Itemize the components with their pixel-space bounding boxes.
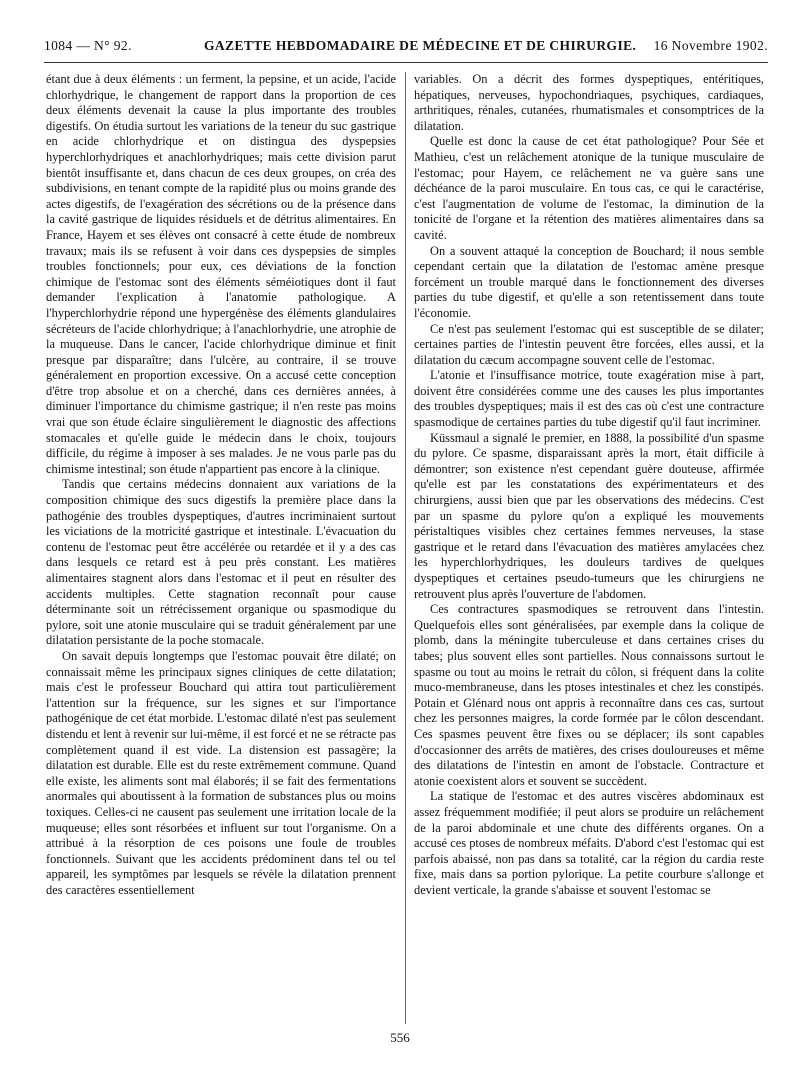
paragraph: Ce n'est pas seulement l'estomac qui est susceptible de se dilater; certaines parties de l'intestin peuvent être forcées, elles aussi, et la dilatation du cæcum accompagne souvent celle de l'estomac.	[414, 321, 764, 367]
paragraph: Quelle est donc la cause de cet état pathologique? Pour Sée et Mathieu, c'est un relâchement atonique de la tunique musculaire de l'estomac; pour Hayem, ce relâchement ne va guère sans une déchéance de la paroi musculaire. En tous cas, ce qui le caractérise, c'est l'augmentation de volume de l'estomac, la diminution de la tonicité de l'organe et la rétention des matières alimentaires dans sa cavité.	[414, 134, 764, 242]
issue-reference: 1084 — N° 92.	[44, 38, 132, 53]
header-rule	[44, 62, 768, 63]
page-number: 556	[390, 1030, 410, 1045]
left-column	[46, 72, 396, 1024]
paragraph: Tandis que certains médecins donnaient aux variations de la composition chimique des sucs digestifs la première place dans la pathogénie des troubles dyspeptiques, d'autres incriminaient surtout les viciations de la motricité gastrique et intestinale. L'évacuation du contenu de l'estomac peut être accélérée ou retardée et il y a des cas dans lesquels ce retard est à peu près constant. Les matières alimentaires stagnent alors dans l'estomac et il peut en résulter des accidents multiples. Cette stagnation reconnaît pour cause déterminante soit un rétrécissement organique ou spasmodique du pylore, soit une atonie musculaire qui se traduit généralement par une dilatation persistante de la poche stomacale.	[46, 477, 396, 648]
paragraph: variables. On a décrit des formes dyspeptiques, entéritiques, hépatiques, nerveuses, hypochondriaques, psychiques, cardiaques, arthritiques, rénales, cutanées, rhumatismales et consomptrices de la dilatation.	[414, 72, 764, 133]
paragraph: Ces contractures spasmodiques se retrouvent dans l'intestin. Quelquefois elles sont généralisées, par exemple dans la colique de plomb, dans la méningite tuberculeuse et dans certaines crises du tabes; plus souvent elles sont partielles. Nous connaissons surtout le spasme ou tout au moins le retrait du côlon, si fréquent dans la colite muco-membraneuse, dans les ptoses intestinales et chez les constipés. Potain et Glénard nous ont appris à reconnaître dans ces cas, surtout chez les personnes maigres, la corde formée par le côlon descendant. Ces spasmes peuvent être fixes ou se déplacer; ils sont capables d'occasionner des arrêts de matières, des crises douloureuses et même des dilatations de l'intestin en amont de l'obstacle. Contracture et atonie coexistent alors et souvent se succèdent.	[414, 602, 764, 788]
paragraph: étant due à deux éléments : un ferment, la pepsine, et un acide, l'acide chlorhydrique, le changement de rapport dans la proportion de ces deux éléments devenait la cause la plus importante des troubles digestifs. On étudia surtout les variations de la teneur du suc gastrique en acide chlorhydrique et on distingua des dyspepsies hyperchlorhydriques et anachlorhydriques; mais cette division parut bientôt insuffisante et, dans chacun de ces deux groupes, on créa des subdivisions, en tenant compte de la rapidité plus ou moins grande des actes digestifs, de l'exagération des sécrétions ou de la présence dans la cavité gastrique de liquides résiduels et de détritus alimentaires. En France, Hayem et ses élèves ont consacré à cette étude de nombreux travaux; mais ils se refusent à voir dans ces dyspepsies de simples troubles fonctionnels; pour eux, ces déviations de la fonction chimique de l'estomac sont des éléments séméiotiques dont il faut demander l'explication à l'anatomie pathologique. A l'hyperchlorhydrie répond une hypergénèse des éléments glandulaires sécréteurs de l'acide chlorhydrique; à l'anachlorhydrie, une atrophie de la muqueuse. Dans le cancer, l'acide chlorhydrique diminue et finit presque par disparaître; dans l'ulcère, au contraire, il se trouve généralement en proportion excessive. On a accusé cette conception d'être trop absolue et on a cherché, dans ces dernières années, à diminuer l'importance du chimisme gastrique; il n'en reste pas moins vrai que son étude éclaire singulièrement le diagnostic des affections stomacales et qu'elle guide le médecin dans le choix, toujours difficile, du régime à imposer à ses malades. Je ne vous parle pas du chimisme intestinal; son étude n'appartient pas encore à la clinique.	[46, 72, 396, 476]
running-header	[44, 38, 768, 60]
right-column	[414, 72, 764, 1024]
paragraph: L'atonie et l'insuffisance motrice, toute exagération mise à part, doivent être considérées comme une des causes les plus importantes des troubles dyspeptiques; mais il est des cas où c'est une contracture spasmodique de certaines parties du tube digestif qu'il faut incriminer.	[414, 368, 764, 430]
journal-title: GAZETTE HEBDOMADAIRE DE MÉDECINE ET DE CHIRURGIE.	[204, 38, 637, 53]
issue-date: 16 Novembre 1902.	[653, 38, 768, 53]
paragraph: On a souvent attaqué la conception de Bouchard; il nous semble cependant certain que la dilatation de l'estomac amène presque forcément un trouble marqué dans le fonctionnement des diverses parties du tube digestif, et qu'elle a son retentissement dans toute l'économie.	[414, 243, 764, 320]
column-divider	[405, 72, 406, 1024]
paragraph: Küssmaul a signalé le premier, en 1888, la possibilité d'un spasme du pylore. Ce spasme, disparaissant après la mort, était difficile à démontrer; son existence n'est cependant guère douteuse, affirmée qu'elle est par les constatations des expérimentateurs et des chirurgiens, aussi bien que par les observations des médecins. C'est par un spasme du pylore qu'on a expliqué les mouvements péristaltiques visibles chez certaines femmes nerveuses, la stase gastrique et le retard dans l'évacuation des matières amylacées chez les hyperchlorhydriques, les douleurs tardives de quelques dyspeptiques et certaines pseudo-tumeurs que les chirurgiens ne retrouvent plus après l'ouverture de l'abdomen.	[414, 430, 764, 601]
paragraph: La statique de l'estomac et des autres viscères abdominaux est assez fréquemment modifiée; il peut alors se produire un relâchement de la paroi abdominale et une chute des différents organes. On a accusé ces ptoses de nombreux méfaits. D'abord c'est l'estomac qui est parfois abaissé, non pas dans sa totalité, car la région du cardia reste fixe, mais dans sa portion pylorique. La petite courbure s'allonge et devient verticale, la grande s'abaisse et souvent l'estomac se	[414, 789, 764, 897]
paragraph: On savait depuis longtemps que l'estomac pouvait être dilaté; on connaissait même les principaux signes cliniques de cette dilatation; mais c'est le professeur Bouchard qui attira tout particulièrement l'attention sur la fréquence, sur les signes et sur l'importance pathogénique de cet état morbide. L'estomac dilaté n'est pas seulement distendu et lent à revenir sur lui-même, il est forcé et ne se rétracte pas complètement quand il est vide. La distension est passagère; la dilatation est durable. Elle est du reste extrêmement commune. Quand elle existe, les aliments sont mal élaborés; il se fait des fermentations anormales qui aboutissent à la formation de substances plus ou moins toxiques. Celles-ci ne causent pas seulement une irritation locale de la muqueuse; elles sont résorbées et influent sur tout l'organisme. On a attribué à la résorption de ces poisons une foule de troubles fonctionnels. Suivant que les accidents prédominent dans tel ou tel appareil, les symptômes par lesquels se révèle la dilatation prennent des caractères essentiellement	[46, 648, 396, 897]
